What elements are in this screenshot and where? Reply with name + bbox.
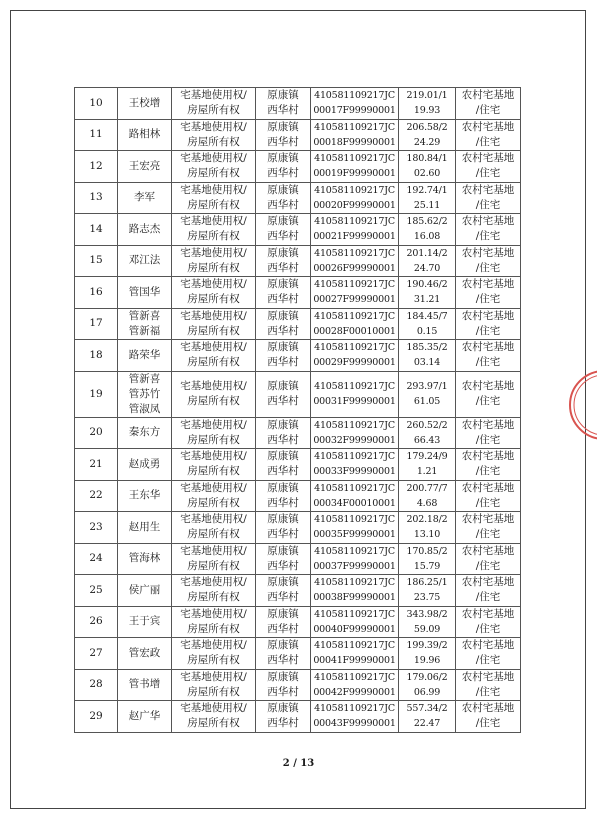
right-type-cell: 宅基地使用权/ 房屋所有权 (172, 277, 256, 309)
row-number-cell: 10 (75, 88, 118, 120)
row-number-cell: 15 (75, 245, 118, 277)
area-cell: 190.46/2 31.21 (399, 277, 456, 309)
location-cell: 原康镇 西华村 (256, 119, 311, 151)
land-use-cell: 农村宅基地 /住宅 (456, 638, 521, 670)
area-cell: 201.14/2 24.70 (399, 245, 456, 277)
location-cell: 原康镇 西华村 (256, 308, 311, 340)
area-cell: 179.06/2 06.99 (399, 669, 456, 701)
table-row (75, 575, 521, 607)
area-cell: 186.25/1 23.75 (399, 575, 456, 607)
right-type-cell: 宅基地使用权/ 房屋所有权 (172, 417, 256, 449)
right-type-cell: 宅基地使用权/ 房屋所有权 (172, 308, 256, 340)
table-row (75, 512, 521, 544)
land-use-cell: 农村宅基地 /住宅 (456, 480, 521, 512)
area-cell: 185.35/2 03.14 (399, 340, 456, 372)
unit-code-cell: 410581109217JC 00017F99990001 (311, 88, 399, 120)
right-type-cell: 宅基地使用权/ 房屋所有权 (172, 214, 256, 246)
location-cell: 原康镇 西华村 (256, 701, 311, 733)
owner-name-cell: 李军 (118, 182, 172, 214)
location-cell: 原康镇 西华村 (256, 340, 311, 372)
area-cell: 557.34/2 22.47 (399, 701, 456, 733)
table-row (75, 277, 521, 309)
land-use-cell: 农村宅基地 /住宅 (456, 575, 521, 607)
owner-name-cell: 赵成勇 (118, 449, 172, 481)
owner-name-cell: 侯广丽 (118, 575, 172, 607)
right-type-cell: 宅基地使用权/ 房屋所有权 (172, 340, 256, 372)
area-cell: 180.84/1 02.60 (399, 151, 456, 183)
land-use-cell: 农村宅基地 /住宅 (456, 512, 521, 544)
table-row (75, 371, 521, 417)
land-use-cell: 农村宅基地 /住宅 (456, 701, 521, 733)
owner-name-cell: 路相林 (118, 119, 172, 151)
page-number: 2 / 13 (282, 758, 315, 769)
table-row (75, 701, 521, 733)
location-cell: 原康镇 西华村 (256, 417, 311, 449)
row-number-cell: 12 (75, 151, 118, 183)
area-cell: 184.45/7 0.15 (399, 308, 456, 340)
unit-code-cell: 410581109217JC 00019F99990001 (311, 151, 399, 183)
row-number-cell: 29 (75, 701, 118, 733)
right-type-cell: 宅基地使用权/ 房屋所有权 (172, 480, 256, 512)
owner-name-cell: 王校增 (118, 88, 172, 120)
land-use-cell: 农村宅基地 /住宅 (456, 277, 521, 309)
unit-code-cell: 410581109217JC 00026F99990001 (311, 245, 399, 277)
table-row (75, 340, 521, 372)
row-number-cell: 17 (75, 308, 118, 340)
owner-name-cell: 王宏亮 (118, 151, 172, 183)
owner-name-cell: 赵广华 (118, 701, 172, 733)
area-cell: 170.85/2 15.79 (399, 543, 456, 575)
location-cell: 原康镇 西华村 (256, 512, 311, 544)
owner-name-cell: 路志杰 (118, 214, 172, 246)
unit-code-cell: 410581109217JC 00018F99990001 (311, 119, 399, 151)
location-cell: 原康镇 西华村 (256, 606, 311, 638)
table-row (75, 182, 521, 214)
red-seal-stamp (560, 368, 597, 442)
row-number-cell: 13 (75, 182, 118, 214)
land-use-cell: 农村宅基地 /住宅 (456, 214, 521, 246)
land-use-cell: 农村宅基地 /住宅 (456, 340, 521, 372)
area-cell: 206.58/2 24.29 (399, 119, 456, 151)
right-type-cell: 宅基地使用权/ 房屋所有权 (172, 669, 256, 701)
table-row (75, 669, 521, 701)
owner-name-cell: 路荣华 (118, 340, 172, 372)
unit-code-cell: 410581109217JC 00040F99990001 (311, 606, 399, 638)
unit-code-cell: 410581109217JC 00035F99990001 (311, 512, 399, 544)
location-cell: 原康镇 西华村 (256, 669, 311, 701)
land-use-cell: 农村宅基地 /住宅 (456, 308, 521, 340)
area-cell: 202.18/2 13.10 (399, 512, 456, 544)
row-number-cell: 18 (75, 340, 118, 372)
row-number-cell: 23 (75, 512, 118, 544)
row-number-cell: 11 (75, 119, 118, 151)
land-use-cell: 农村宅基地 /住宅 (456, 151, 521, 183)
unit-code-cell: 410581109217JC 00020F99990001 (311, 182, 399, 214)
unit-code-cell: 410581109217JC 00033F99990001 (311, 449, 399, 481)
owner-name-cell: 管宏政 (118, 638, 172, 670)
table-row (75, 480, 521, 512)
area-cell: 200.77/7 4.68 (399, 480, 456, 512)
row-number-cell: 24 (75, 543, 118, 575)
land-use-cell: 农村宅基地 /住宅 (456, 182, 521, 214)
location-cell: 原康镇 西华村 (256, 277, 311, 309)
table-row (75, 88, 521, 120)
unit-code-cell: 410581109217JC 00031F99990001 (311, 371, 399, 417)
land-use-cell: 农村宅基地 /住宅 (456, 371, 521, 417)
land-use-cell: 农村宅基地 /住宅 (456, 606, 521, 638)
right-type-cell: 宅基地使用权/ 房屋所有权 (172, 512, 256, 544)
property-records-table (74, 87, 521, 733)
table-body (75, 88, 521, 733)
unit-code-cell: 410581109217JC 00027F99990001 (311, 277, 399, 309)
area-cell: 293.97/1 61.05 (399, 371, 456, 417)
row-number-cell: 28 (75, 669, 118, 701)
owner-name-cell: 王于宾 (118, 606, 172, 638)
row-number-cell: 14 (75, 214, 118, 246)
table-row (75, 151, 521, 183)
table-row (75, 119, 521, 151)
area-cell: 219.01/1 19.93 (399, 88, 456, 120)
right-type-cell: 宅基地使用权/ 房屋所有权 (172, 88, 256, 120)
table-row (75, 417, 521, 449)
unit-code-cell: 410581109217JC 00043F99990001 (311, 701, 399, 733)
location-cell: 原康镇 西华村 (256, 638, 311, 670)
location-cell: 原康镇 西华村 (256, 245, 311, 277)
right-type-cell: 宅基地使用权/ 房屋所有权 (172, 638, 256, 670)
location-cell: 原康镇 西华村 (256, 214, 311, 246)
right-type-cell: 宅基地使用权/ 房屋所有权 (172, 371, 256, 417)
unit-code-cell: 410581109217JC 00037F99990001 (311, 543, 399, 575)
owner-name-cell: 管新喜 管苏竹 管淑凤 (118, 371, 172, 417)
unit-code-cell: 410581109217JC 00032F99990001 (311, 417, 399, 449)
right-type-cell: 宅基地使用权/ 房屋所有权 (172, 151, 256, 183)
owner-name-cell: 管国华 (118, 277, 172, 309)
right-type-cell: 宅基地使用权/ 房屋所有权 (172, 449, 256, 481)
location-cell: 原康镇 西华村 (256, 371, 311, 417)
right-type-cell: 宅基地使用权/ 房屋所有权 (172, 701, 256, 733)
owner-name-cell: 王东华 (118, 480, 172, 512)
right-type-cell: 宅基地使用权/ 房屋所有权 (172, 543, 256, 575)
table-row (75, 245, 521, 277)
owner-name-cell: 赵用生 (118, 512, 172, 544)
area-cell: 185.62/2 16.08 (399, 214, 456, 246)
row-number-cell: 22 (75, 480, 118, 512)
right-type-cell: 宅基地使用权/ 房屋所有权 (172, 182, 256, 214)
table-row (75, 543, 521, 575)
table-row (75, 214, 521, 246)
row-number-cell: 25 (75, 575, 118, 607)
row-number-cell: 19 (75, 371, 118, 417)
location-cell: 原康镇 西华村 (256, 480, 311, 512)
right-type-cell: 宅基地使用权/ 房屋所有权 (172, 575, 256, 607)
area-cell: 199.39/2 19.96 (399, 638, 456, 670)
area-cell: 343.98/2 59.09 (399, 606, 456, 638)
land-use-cell: 农村宅基地 /住宅 (456, 245, 521, 277)
right-type-cell: 宅基地使用权/ 房屋所有权 (172, 245, 256, 277)
table-row (75, 449, 521, 481)
owner-name-cell: 管新喜 管新福 (118, 308, 172, 340)
land-use-cell: 农村宅基地 /住宅 (456, 119, 521, 151)
row-number-cell: 27 (75, 638, 118, 670)
right-type-cell: 宅基地使用权/ 房屋所有权 (172, 606, 256, 638)
land-use-cell: 农村宅基地 /住宅 (456, 669, 521, 701)
row-number-cell: 20 (75, 417, 118, 449)
area-cell: 179.24/9 1.21 (399, 449, 456, 481)
unit-code-cell: 410581109217JC 00021F99990001 (311, 214, 399, 246)
location-cell: 原康镇 西华村 (256, 88, 311, 120)
location-cell: 原康镇 西华村 (256, 575, 311, 607)
table-row (75, 308, 521, 340)
table-row (75, 638, 521, 670)
owner-name-cell: 管书增 (118, 669, 172, 701)
location-cell: 原康镇 西华村 (256, 182, 311, 214)
row-number-cell: 16 (75, 277, 118, 309)
location-cell: 原康镇 西华村 (256, 543, 311, 575)
unit-code-cell: 410581109217JC 00041F99990001 (311, 638, 399, 670)
row-number-cell: 21 (75, 449, 118, 481)
land-use-cell: 农村宅基地 /住宅 (456, 449, 521, 481)
owner-name-cell: 邓江法 (118, 245, 172, 277)
location-cell: 原康镇 西华村 (256, 449, 311, 481)
land-use-cell: 农村宅基地 /住宅 (456, 88, 521, 120)
unit-code-cell: 410581109217JC 00038F99990001 (311, 575, 399, 607)
unit-code-cell: 410581109217JC 00029F99990001 (311, 340, 399, 372)
land-use-cell: 农村宅基地 /住宅 (456, 417, 521, 449)
unit-code-cell: 410581109217JC 00028F00010001 (311, 308, 399, 340)
owner-name-cell: 管海林 (118, 543, 172, 575)
area-cell: 260.52/2 66.43 (399, 417, 456, 449)
table-row (75, 606, 521, 638)
location-cell: 原康镇 西华村 (256, 151, 311, 183)
area-cell: 192.74/1 25.11 (399, 182, 456, 214)
unit-code-cell: 410581109217JC 00042F99990001 (311, 669, 399, 701)
row-number-cell: 26 (75, 606, 118, 638)
owner-name-cell: 秦东方 (118, 417, 172, 449)
right-type-cell: 宅基地使用权/ 房屋所有权 (172, 119, 256, 151)
land-use-cell: 农村宅基地 /住宅 (456, 543, 521, 575)
unit-code-cell: 410581109217JC 00034F00010001 (311, 480, 399, 512)
